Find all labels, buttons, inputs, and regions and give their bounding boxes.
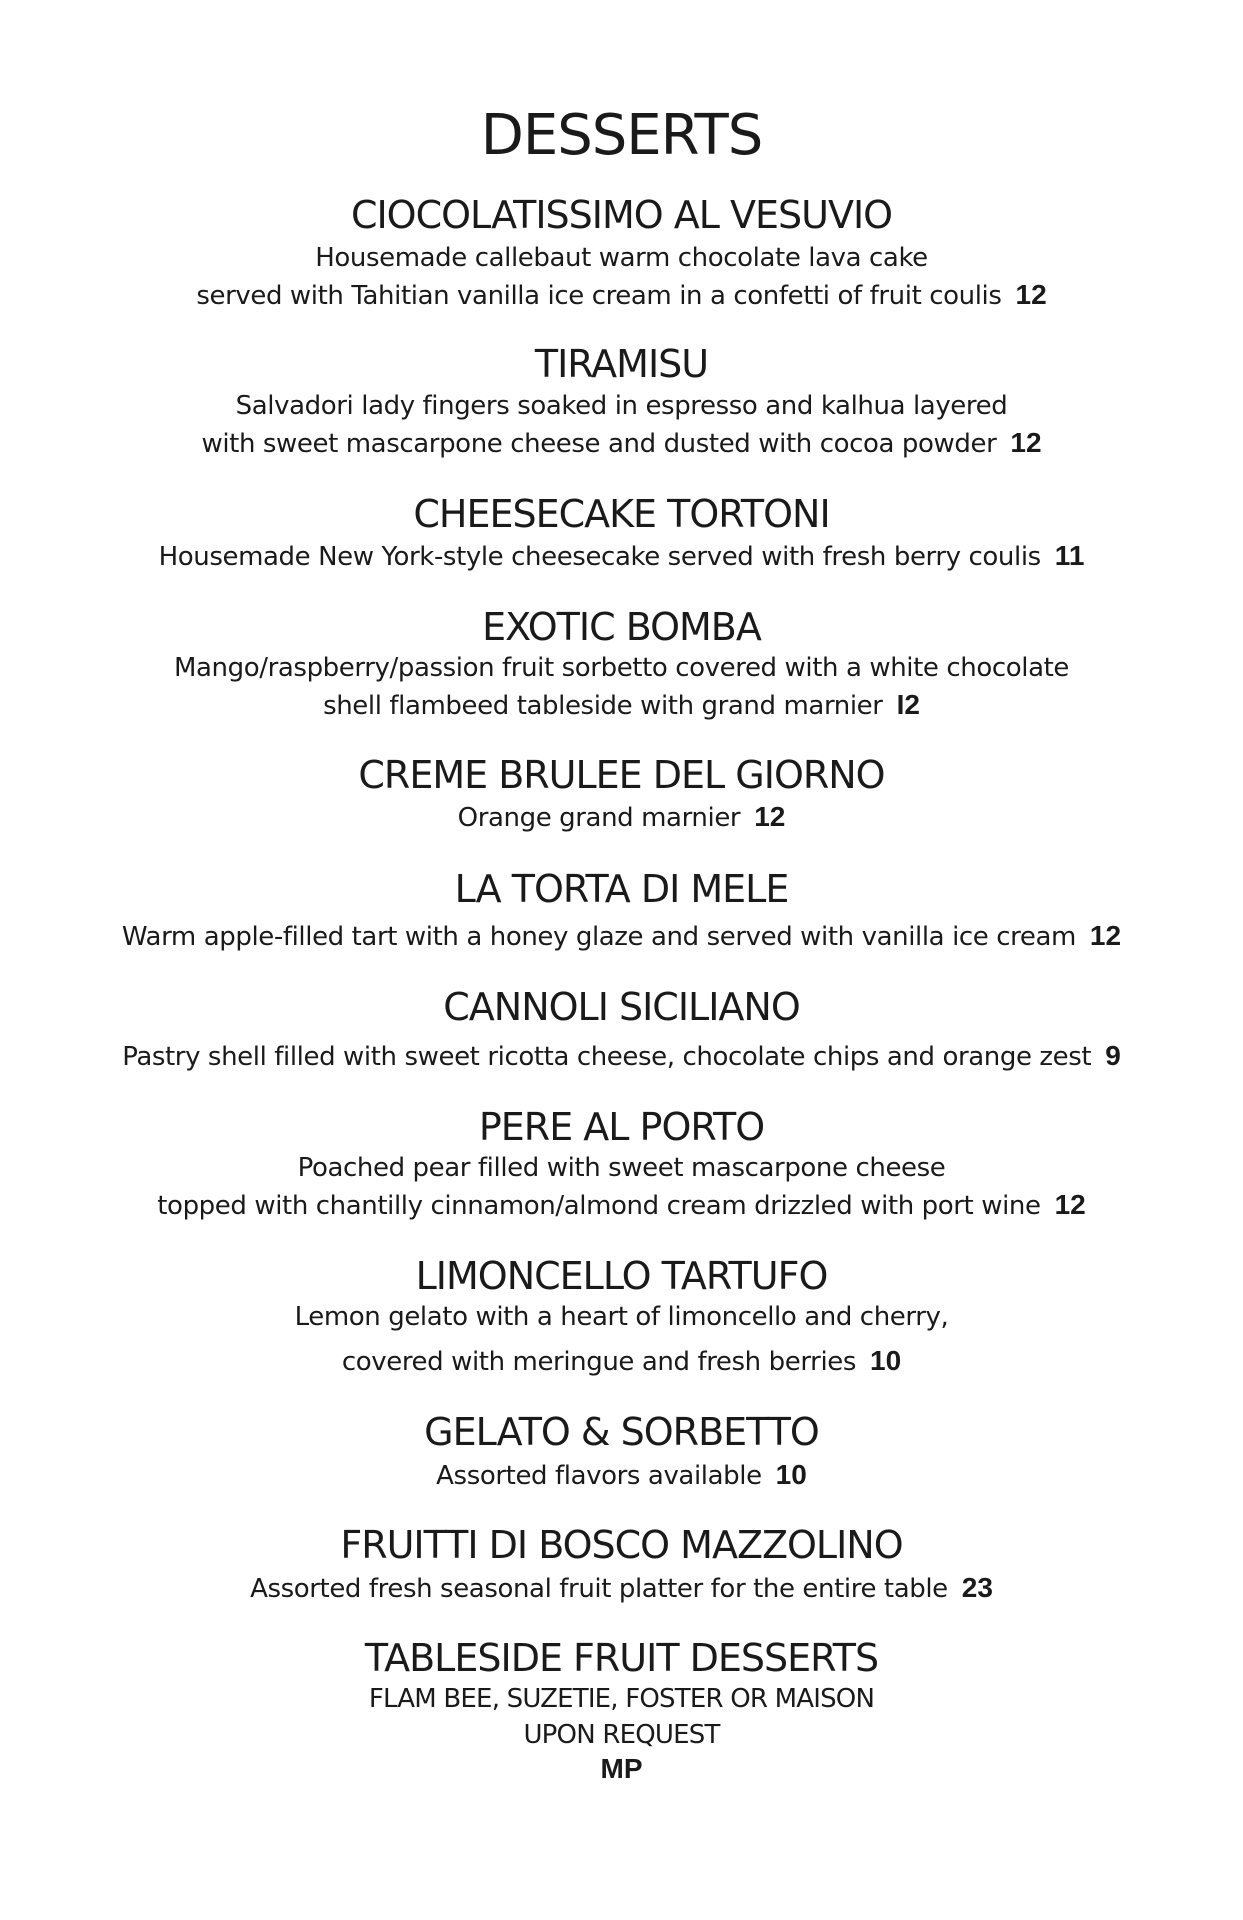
item-description (0, 1191, 1243, 1219)
item-description (0, 1042, 1243, 1070)
item-description: Housemade callebaut warm chocolate lava cake (315, 243, 928, 273)
item-name: TIRAMISU (534, 342, 709, 386)
item-name: PERE AL PORTO (478, 1105, 765, 1149)
item-name: CANNOLI SICILIANO (443, 985, 800, 1029)
item-description-text: Assorted fresh seasonal fruit platter for the entire table (250, 1574, 948, 1604)
item-description-text: Warm apple-filled tart with a honey glaze and served with vanilla ice cream (121, 922, 1076, 952)
item-description (0, 1461, 1243, 1489)
item-description-text: with sweet mascarpone cheese and dusted with cocoa powder (201, 429, 997, 459)
item-name: FRUITTI DI BOSCO MAZZOLINO (340, 1523, 903, 1567)
item-description-text: topped with chantilly cinnamon/almond cream drizzled with port wine (157, 1191, 1041, 1221)
item-price: 12 (1010, 427, 1042, 458)
item-description-text: Pastry shell filled with sweet ricotta cheese, chocolate chips and orange zest (122, 1042, 1092, 1072)
item-price-row (0, 1755, 1243, 1783)
item-description-text: Housemade New York-style cheesecake served with fresh berry coulis (158, 542, 1041, 572)
item-description: Salvadori lady fingers soaked in espresso and kalhua layered (235, 391, 1008, 421)
item-description-text: served with Tahitian vanilla ice cream in a confetti of fruit coulis (196, 281, 1002, 311)
item-price: 11 (1054, 540, 1085, 571)
item-name: LA TORTA DI MELE (454, 867, 789, 911)
item-description: Mango/raspberry/passion fruit sorbetto covered with a white chocolate (173, 653, 1069, 683)
item-name: LIMONCELLO TARTUFO (415, 1254, 828, 1298)
item-description (0, 281, 1243, 309)
item-price: 23 (961, 1572, 993, 1603)
item-description (0, 542, 1243, 570)
item-price: I2 (896, 689, 920, 720)
item-description (0, 691, 1243, 719)
item-price: 12 (1054, 1189, 1086, 1220)
item-name: CREME BRULEE DEL GIORNO (358, 753, 885, 797)
item-price: 12 (754, 801, 786, 832)
page-title: DESSERTS (480, 103, 763, 168)
item-description: Poached pear filled with sweet mascarpone cheese (297, 1153, 946, 1183)
item-description-text: Orange grand marnier (457, 803, 741, 833)
item-description-text: shell flambeed tableside with grand marnier (323, 691, 883, 721)
item-name: EXOTIC BOMBA (482, 605, 761, 649)
item-description (0, 429, 1243, 457)
item-description (0, 922, 1243, 950)
item-description-text: Assorted flavors available (436, 1461, 762, 1491)
item-description (0, 1347, 1243, 1375)
item-price: 10 (870, 1345, 902, 1376)
item-description: UPON REQUEST (523, 1720, 720, 1750)
item-price: 10 (775, 1459, 807, 1490)
item-description (0, 803, 1243, 831)
item-description: Lemon gelato with a heart of limoncello and cherry, (294, 1302, 949, 1332)
item-name: TABLESIDE FRUIT DESSERTS (364, 1636, 879, 1680)
item-name: GELATO & SORBETTO (424, 1410, 819, 1454)
item-name: CHEESECAKE TORTONI (413, 492, 830, 536)
item-price: 12 (1015, 279, 1047, 310)
item-description: FLAM BEE, SUZETIE, FOSTER OR MAISON (368, 1684, 875, 1714)
item-price: MP (600, 1753, 643, 1784)
item-description (0, 1574, 1243, 1602)
item-description-text: covered with meringue and fresh berries (341, 1347, 857, 1377)
item-name: CIOCOLATISSIMO AL VESUVIO (350, 193, 893, 237)
item-price: 12 (1089, 920, 1122, 951)
item-price: 9 (1105, 1040, 1121, 1071)
